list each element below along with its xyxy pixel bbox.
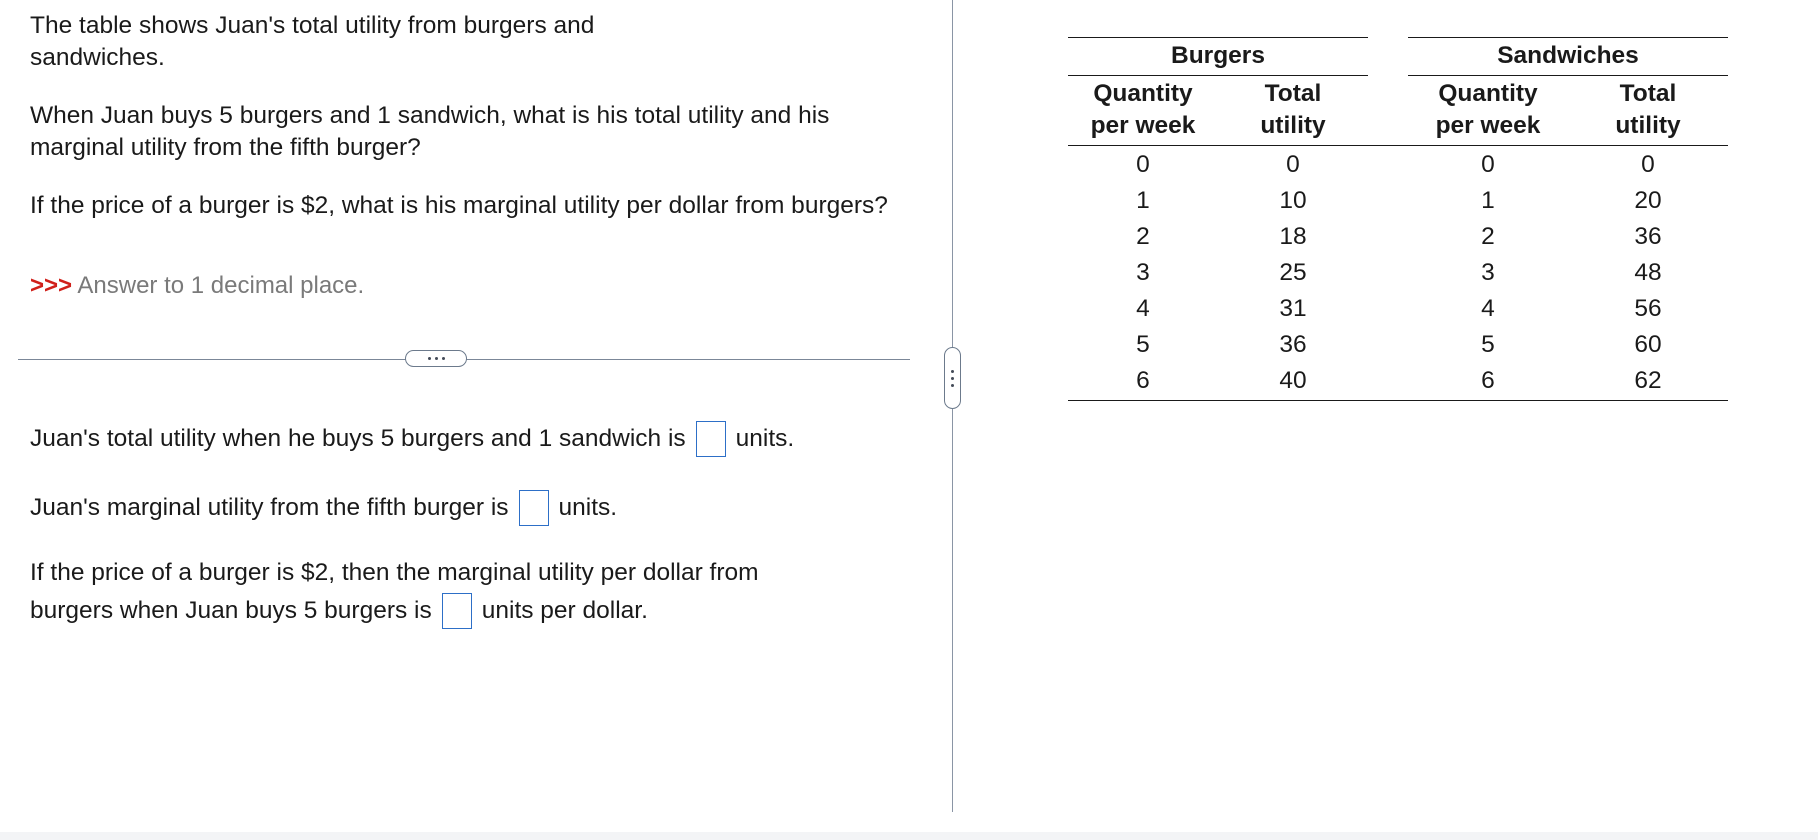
table-row [1068,291,1728,327]
cell-sandwich-total: 48 [1634,259,1662,286]
cell-burger-quantity: 5 [1136,331,1150,358]
answer-unit: units per dollar. [481,597,648,624]
answer-text: burgers when Juan buys 5 burgers is [30,597,432,624]
dot [951,384,954,387]
cell-burger-total: 36 [1279,331,1307,358]
cell-sandwich-total: 56 [1634,295,1662,322]
answer-row-mu-per-dollar [30,592,648,630]
answer-unit: units. [735,425,795,452]
cell-burger-total: 40 [1279,367,1307,394]
cell-sandwich-quantity: 4 [1481,295,1495,322]
bottom-bar [0,832,1818,840]
cell-sandwich-quantity: 3 [1481,259,1495,286]
column-header-sandwich-total [1568,78,1728,142]
table-row [1068,219,1728,255]
total-utility-input[interactable] [696,421,726,457]
cell-sandwich-total: 36 [1634,223,1662,250]
cell-sandwich-quantity: 0 [1481,151,1495,178]
cell-sandwich-total: 62 [1634,367,1662,394]
ellipsis-vertical-icon[interactable] [944,347,961,409]
cell-burger-total: 18 [1279,223,1307,250]
header-line: per week [1090,112,1196,139]
mu-per-dollar-input[interactable] [442,593,472,629]
cell-sandwich-quantity: 5 [1481,331,1495,358]
cell-burger-total: 31 [1279,295,1307,322]
table-row [1068,183,1728,219]
table-rule [1068,145,1728,146]
table-row [1068,147,1728,183]
answer-hint [30,270,364,302]
header-line: utility [1260,112,1326,139]
column-header-sandwich-quantity [1408,78,1568,142]
table-rule [1068,37,1368,38]
cell-burger-quantity: 3 [1136,259,1150,286]
cell-burger-total: 0 [1286,151,1300,178]
table-row [1068,255,1728,291]
hint-arrows-icon: >>> [30,272,73,299]
ellipsis-horizontal-icon[interactable] [405,350,467,367]
header-line: Quantity [1093,80,1193,107]
answer-unit: units. [558,494,618,521]
dot [428,357,431,360]
cell-burger-total: 25 [1279,259,1307,286]
column-header-burger-total [1218,78,1368,142]
question-part-2: If the price of a burger is $2, what is his marginal utility per dollar from burgers? [30,192,888,219]
cell-burger-total: 10 [1279,187,1307,214]
question-intro: The table shows Juan's total utility from burgers and sandwiches. [30,12,595,71]
hint-text: Answer to 1 decimal place. [77,272,365,299]
cell-burger-quantity: 2 [1136,223,1150,250]
cell-sandwich-total: 0 [1641,151,1655,178]
dot [435,357,438,360]
group-header-burgers: Burgers [1171,42,1265,69]
header-line: Total [1264,80,1322,107]
answer-row-mu-per-dollar-text [30,554,759,592]
header-line: utility [1615,112,1681,139]
answer-text: If the price of a burger is $2, then the marginal utility per dollar from [30,559,759,586]
dot [951,370,954,373]
cell-burger-quantity: 1 [1136,187,1150,214]
dot [951,377,954,380]
answer-text: Juan's marginal utility from the fifth burger is [30,494,509,521]
cell-sandwich-quantity: 2 [1481,223,1495,250]
cell-sandwich-quantity: 1 [1481,187,1495,214]
answer-row-marginal-utility [30,489,617,527]
marginal-utility-input[interactable] [519,490,549,526]
question-part-1: When Juan buys 5 burgers and 1 sandwich, what is his total utility and his marginal utility from the fifth burger? [30,102,830,161]
dot [442,357,445,360]
cell-burger-quantity: 6 [1136,367,1150,394]
header-line: Quantity [1438,80,1538,107]
header-line: Total [1619,80,1677,107]
column-header-burger-quantity [1068,78,1218,142]
table-row [1068,363,1728,399]
cell-sandwich-total: 20 [1634,187,1662,214]
table-rule [1068,75,1368,76]
answer-row-total-utility [30,420,794,458]
group-header-sandwiches: Sandwiches [1497,42,1639,69]
table-rule [1408,75,1728,76]
utility-table [1068,37,1728,403]
table-rule [1408,37,1728,38]
cell-burger-quantity: 4 [1136,295,1150,322]
table-rule [1068,400,1728,401]
cell-sandwich-quantity: 6 [1481,367,1495,394]
answer-text: Juan's total utility when he buys 5 burgers and 1 sandwich is [30,425,686,452]
table-row [1068,327,1728,363]
cell-burger-quantity: 0 [1136,151,1150,178]
cell-sandwich-total: 60 [1634,331,1662,358]
header-line: per week [1435,112,1541,139]
